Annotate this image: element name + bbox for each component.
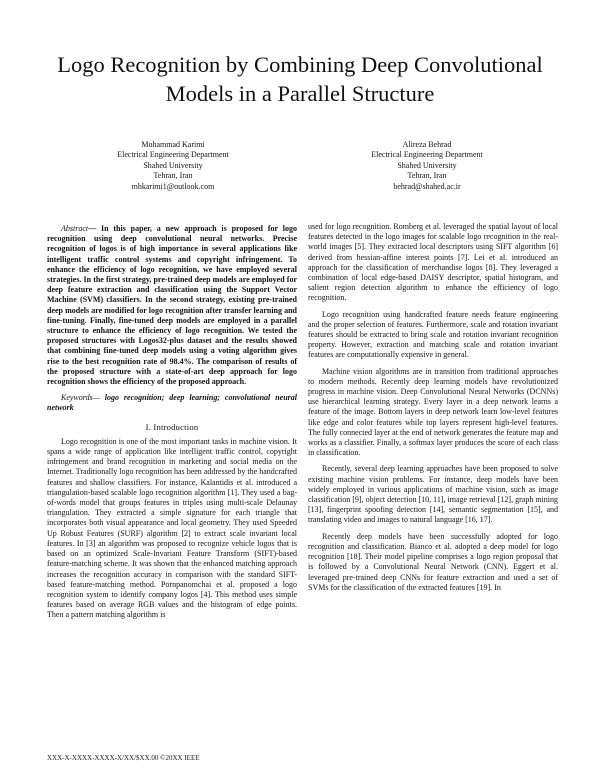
author-department: Electrical Engineering Department — [371, 150, 483, 160]
keywords — [47, 393, 297, 413]
author-university: Shahed University — [397, 160, 457, 170]
author-block-2 — [322, 140, 532, 192]
abstract — [47, 224, 297, 387]
author-name: Alireza Behrad — [402, 140, 452, 149]
keywords-label: Keywords— — [61, 393, 100, 403]
keywords-text: logo recognition; deep learning; convolutional neural network — [47, 393, 297, 413]
body-paragraph: Recently deep models have been successfully adopted for logo recognition and classification. Bianco et al. adopted a deep model for logo recognition [18]. Their model pipeline comprises a logo region proposal that is followed by a Convolutional Neural Network (CNN). Eggert et al. leveraged pre-trained deep CNNs for feature extraction and used a set of SVMs for the classification of the extracted features [19]. In — [308, 531, 558, 592]
right-column — [308, 222, 558, 593]
author-name: Mohammad Karimi — [141, 140, 205, 149]
section-heading-introduction: I. Introduction — [145, 421, 199, 432]
author-department: Electrical Engineering Department — [117, 150, 229, 160]
body-paragraph: Recently, several deep learning approaches have been proposed to solve existing machine vision problems. For instance, deep models have been widely employed in various applications of machine vision, such as image classification [9], object detection [10, 11], image retrieval [12], graph mining [13], fingerprint spoofing detection [14], semantic segmentation [15], and translating video and images to natural language [16, 17]. — [308, 464, 558, 525]
copyright-footer: XXX-X-XXXX-XXXX-X/XX/$XX.00 ©20XX IEEE — [47, 754, 200, 762]
body-paragraph: used for logo recognition. Romberg et al. leveraged the spatial layout of local features detected in the logo images for scalable logo recognition in the real-world images [5]. They extracted local descriptors using SIFT algorithm [6] derived from hessian-affine interest points [7]. Lei et al. introduced an approach for the classification of merchandise logos [8]. They leveraged a combination of local edge-based DAISY descriptor, spatial histogram, and salient region detection algorithm to enhance the efficiency of logo recognition. — [308, 222, 558, 303]
body-paragraph: Logo recognition using handcrafted feature needs feature engineering and the proper selection of features. Furthermore, scale and rotation invariant features should be extracted to bring scale and rotation invariant recognition property. However, extraction and matching scale and rotation invariant features are computationally expensive in general. — [308, 309, 558, 360]
left-column — [47, 224, 297, 621]
author-block-1 — [68, 140, 278, 192]
author-city: Tehran, Iran — [407, 171, 447, 181]
abstract-label: Abstract — [61, 224, 89, 233]
author-email: behrad@shahed.ac.ir — [393, 181, 461, 191]
body-paragraph: Logo recognition is one of the most important tasks in machine vision. It spans a wide range of application like intelligent traffic control, copyright infringement and brand recognition in marketing and social media on the Internet. Traditionally logo recognition has been addressed by the handcrafted features and shallow classifiers. For instance, Kalantidis et al. introduced a triangulation-based scalable logo recognition algorithm [1]. They used a bag-of-words model that groups features in triples using multi-scale Delaunay triangulation. They extracted a simple signature for each triangle that incorporates both visual appearance and local geometry. They used Speeded Up Robust Features (SURF) algorithm [2] to extract scale invariant local features. In [3] an algorithm was proposed to recognize vehicle logos that is based on an optimized Scale-Invariant Feature Transform (SIFT)-based feature-matching scheme. It was shown that the enhanced matching approach increases the recognition accuracy in comparison with the standard SIFT-based feature-matching method. Pornpanomchai et al. proposed a logo recognition system to identify company logos [4]. This method uses simple features based on average RGB values and the histogram of edge points. Then a pattern matching algorithm is — [47, 436, 297, 620]
abstract-text: — In this paper, a new approach is proposed for logo recognition using deep convolutional neural networks. Precise recognition of logos is of high importance in several applications like intelligent traffic control systems and copyright infringement. To enhance the efficiency of logo recognition, we have employed several strategies. In the first strategy, pre-trained deep models are employed for deep feature extraction and classification using the Support Vector Machine (SVM) classifiers. In the second strategy, existing pre-trained deep models are modified for logo recognition after transfer learning and fine-tuning. Finally, fine-tuned deep models are employed in a parallel structure to enhance the efficiency of logo recognition. We tested the proposed structures with Logos32-plus dataset and the results showed that combining fine-tuned deep models using a voting algorithm gives rise to the best recognition rate of 98.4%. The comparison of results of the proposed structure with a state-of-art deep approach for logo recognition shows the efficiency of the proposed approach. — [47, 224, 297, 387]
body-paragraph: Machine vision algorithms are in transition from traditional approaches to modern methods. Recently deep learning models have revolutionized progress in machine vision. Deep Convolutional Neural Networks (DCNNs) use hierarchical learning strategy. Every layer in a deep network learns a feature of the image. Bottom layers in deep network learn low-level features like edge and color features while top layers represent high-level features. The fully connected layer at the end of network generates the feature map and works as a classifier. Finally, a softmax layer produces the score of each class in classification. — [308, 366, 558, 458]
author-university: Shahed University — [143, 160, 203, 170]
paper-title: Logo Recognition by Combining Deep Convolutional Models in a Parallel Structure — [57, 52, 543, 106]
author-city: Tehran, Iran — [153, 171, 193, 181]
author-email: mhkarimi1@outlook.com — [131, 181, 215, 191]
